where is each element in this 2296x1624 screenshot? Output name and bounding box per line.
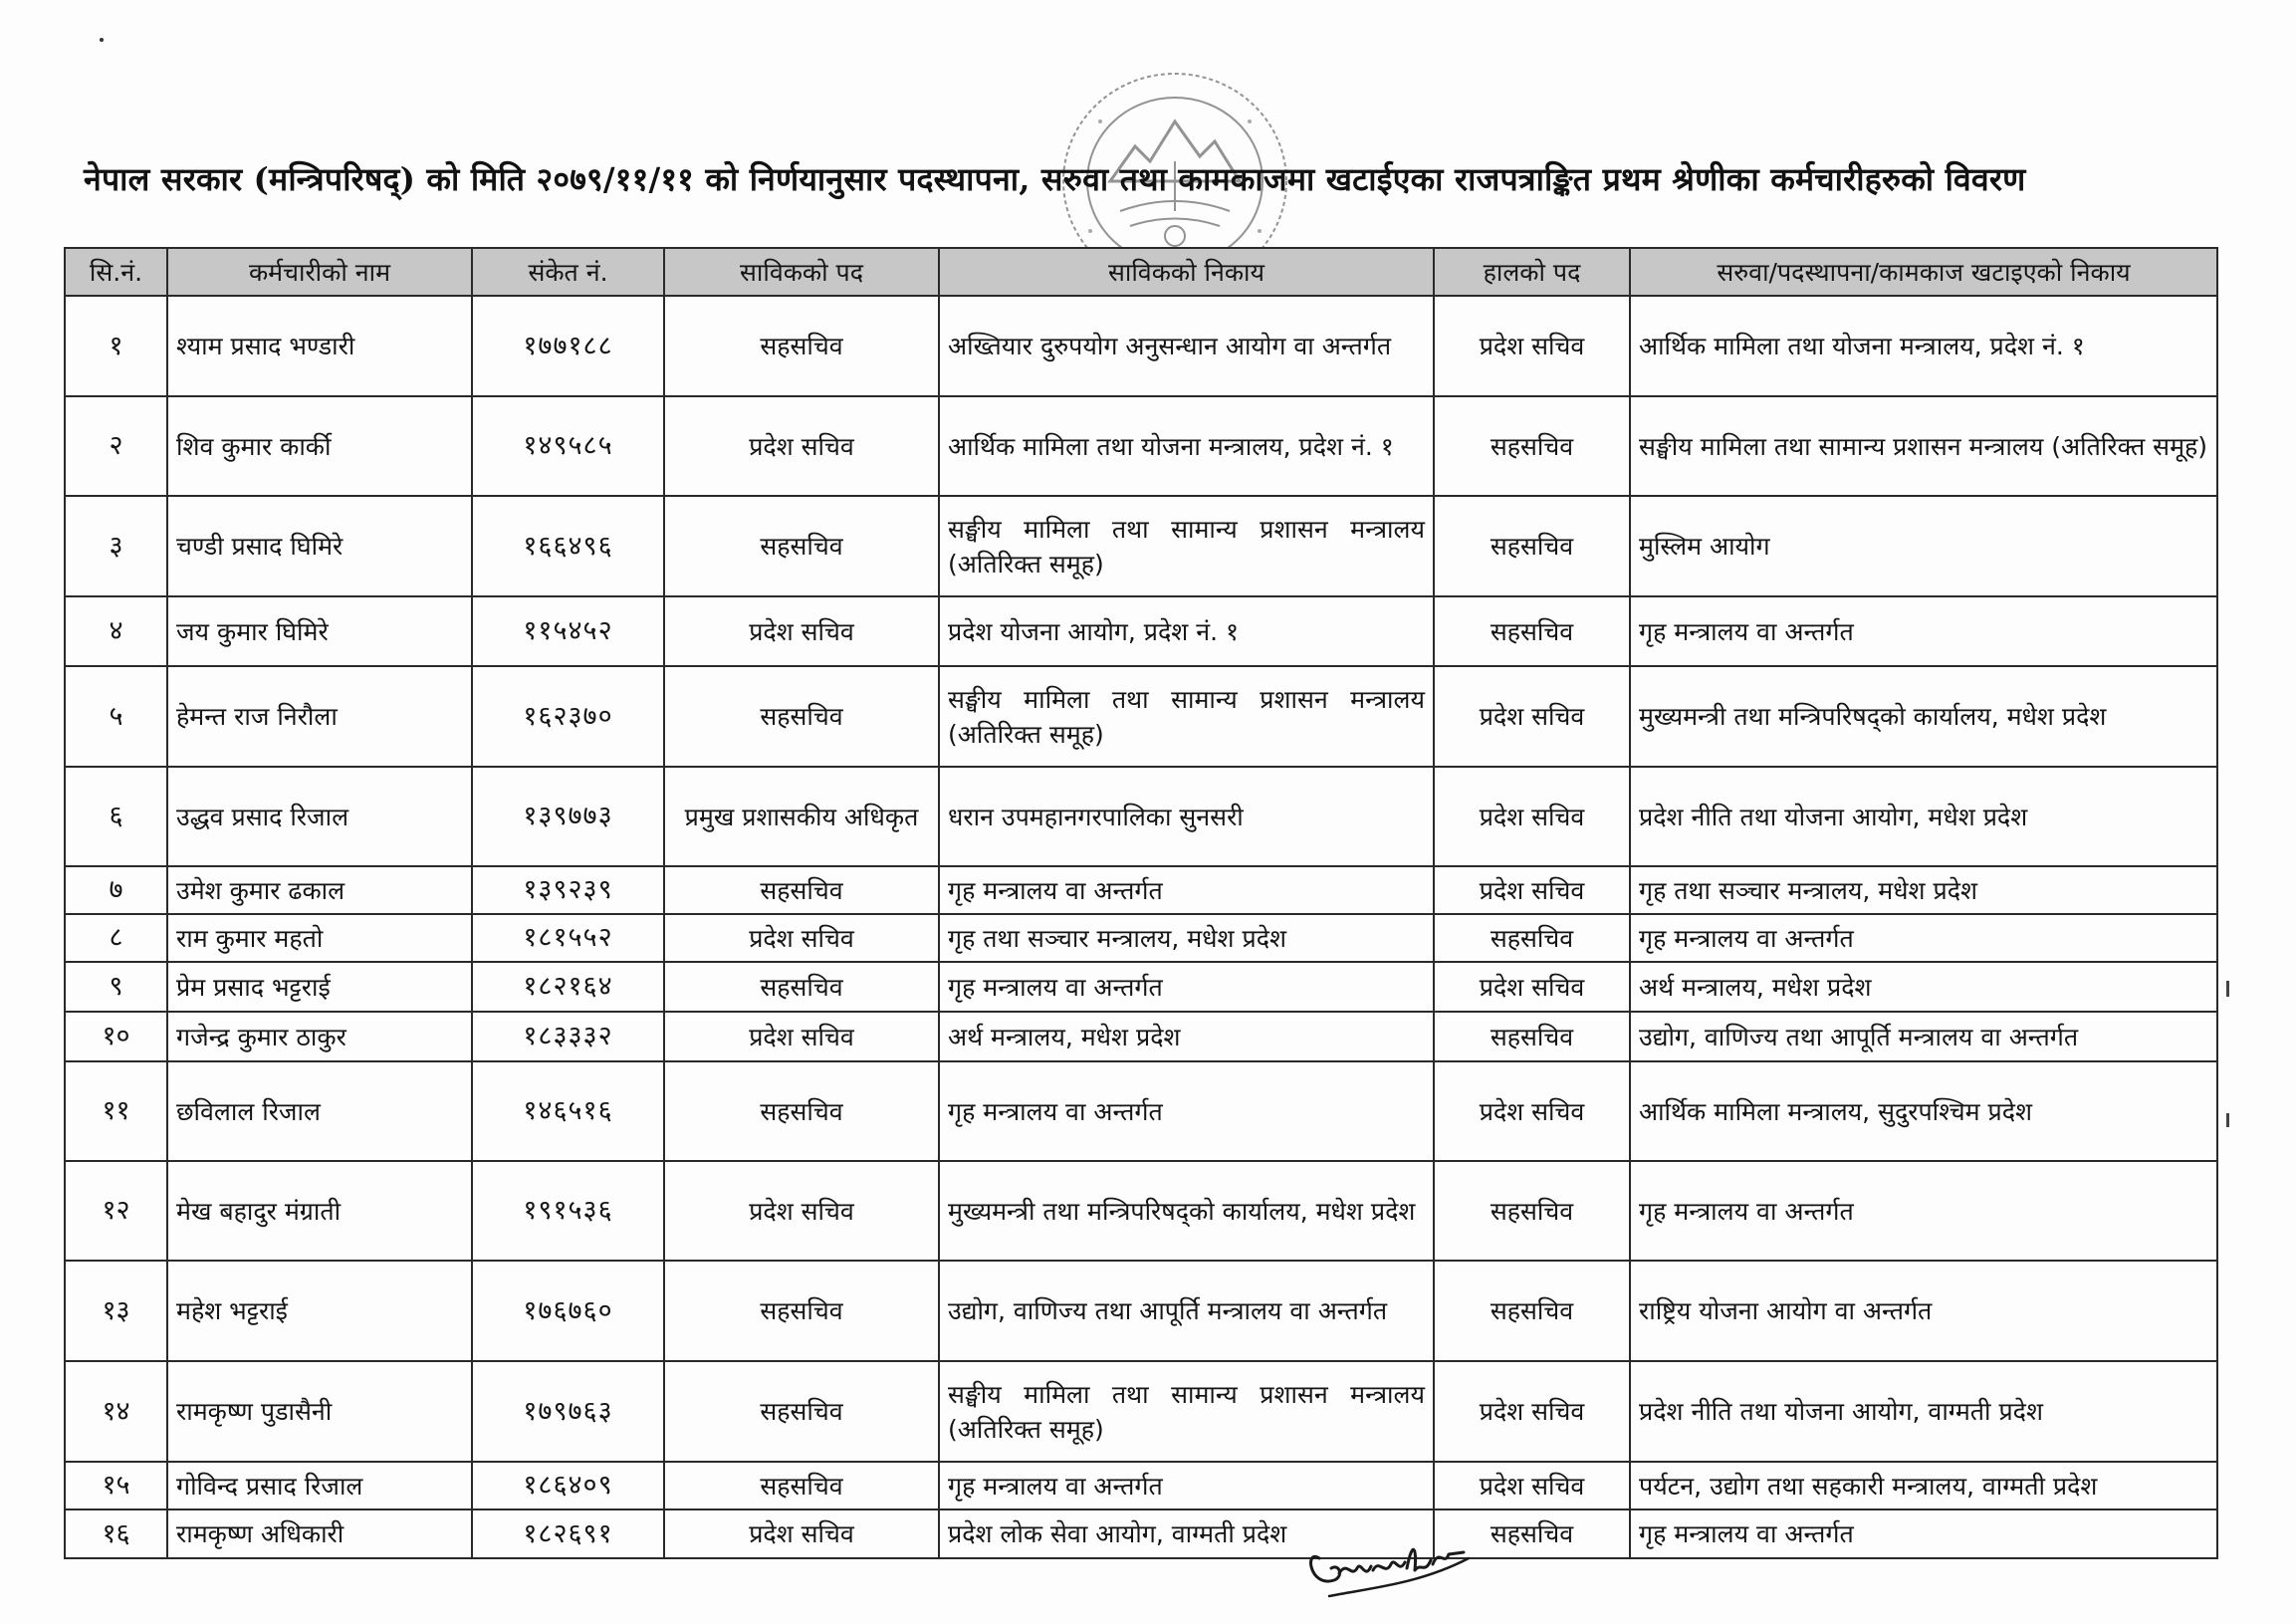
cell-current-post: सहसचिव — [1434, 1261, 1630, 1361]
cell-code: १८६४०९ — [472, 1462, 664, 1509]
cell-old-office: गृह मन्त्रालय वा अन्तर्गत — [939, 962, 1434, 1012]
cell-current-post: सहसचिव — [1434, 1012, 1630, 1061]
cell-current-post: प्रदेश सचिव — [1434, 767, 1630, 866]
cell-name: उमेश कुमार ढकाल — [167, 866, 472, 914]
cell-old-office: सङ्घीय मामिला तथा सामान्य प्रशासन मन्त्रालय (अतिरिक्त समूह) — [939, 496, 1434, 596]
cell-old-post: सहसचिव — [664, 666, 939, 767]
cell-name: श्याम प्रसाद भण्डारी — [167, 296, 472, 396]
cell-current-post: प्रदेश सचिव — [1434, 962, 1630, 1012]
cell-old-office: गृह तथा सञ्चार मन्त्रालय, मधेश प्रदेश — [939, 914, 1434, 962]
table-row — [65, 596, 2217, 666]
cell-sn: ५ — [65, 666, 167, 767]
cell-old-post: सहसचिव — [664, 866, 939, 914]
cell-sn: १२ — [65, 1161, 167, 1261]
cell-sn: ७ — [65, 866, 167, 914]
handwritten-signature — [1299, 1518, 1479, 1603]
table-header-row — [65, 248, 2217, 296]
cell-old-office: सङ्घीय मामिला तथा सामान्य प्रशासन मन्त्रालय (अतिरिक्त समूह) — [939, 666, 1434, 767]
cell-old-office: अख्तियार दुरुपयोग अनुसन्धान आयोग वा अन्तर्गत — [939, 296, 1434, 396]
cell-code: १८२१६४ — [472, 962, 664, 1012]
cell-old-office: प्रदेश योजना आयोग, प्रदेश नं. १ — [939, 596, 1434, 666]
table-row — [65, 396, 2217, 496]
cell-old-office: आर्थिक मामिला तथा योजना मन्त्रालय, प्रदेश नं. १ — [939, 396, 1434, 496]
cell-code: १६६४९६ — [472, 496, 664, 596]
cell-old-post: सहसचिव — [664, 496, 939, 596]
cell-old-post: प्रदेश सचिव — [664, 1012, 939, 1061]
cell-name: राम कुमार महतो — [167, 914, 472, 962]
cell-sn: १ — [65, 296, 167, 396]
cell-code: १९१५३६ — [472, 1161, 664, 1261]
cell-old-office: गृह मन्त्रालय वा अन्तर्गत — [939, 866, 1434, 914]
cell-name: छविलाल रिजाल — [167, 1061, 472, 1161]
header-code: संकेत नं. — [472, 248, 664, 296]
table-row — [65, 866, 2217, 914]
table-row — [65, 767, 2217, 866]
table-row — [65, 1161, 2217, 1261]
cell-name: जय कुमार घिमिरे — [167, 596, 472, 666]
cell-name: चण्डी प्रसाद घिमिरे — [167, 496, 472, 596]
cell-new-office: प्रदेश नीति तथा योजना आयोग, वाग्मती प्रदेश — [1630, 1361, 2217, 1462]
cell-name: मेख बहादुर मंग्राती — [167, 1161, 472, 1261]
cell-name: महेश भट्टराई — [167, 1261, 472, 1361]
table-row — [65, 1012, 2217, 1061]
cell-new-office: पर्यटन, उद्योग तथा सहकारी मन्त्रालय, वाग्मती प्रदेश — [1630, 1462, 2217, 1509]
cell-code: ११५४५२ — [472, 596, 664, 666]
table-row — [65, 296, 2217, 396]
cell-sn: ६ — [65, 767, 167, 866]
cell-sn: ११ — [65, 1061, 167, 1161]
cell-new-office: आर्थिक मामिला तथा योजना मन्त्रालय, प्रदेश नं. १ — [1630, 296, 2217, 396]
cell-code: १८३३३२ — [472, 1012, 664, 1061]
cell-new-office: उद्योग, वाणिज्य तथा आपूर्ति मन्त्रालय वा अन्तर्गत — [1630, 1012, 2217, 1061]
cell-current-post: प्रदेश सचिव — [1434, 666, 1630, 767]
cell-code: १३९७७३ — [472, 767, 664, 866]
cell-current-post: प्रदेश सचिव — [1434, 1061, 1630, 1161]
cell-sn: ४ — [65, 596, 167, 666]
cell-code: १७९७६३ — [472, 1361, 664, 1462]
cell-sn: १३ — [65, 1261, 167, 1361]
cell-sn: २ — [65, 396, 167, 496]
cell-new-office: गृह मन्त्रालय वा अन्तर्गत — [1630, 914, 2217, 962]
cell-code: १३९२३९ — [472, 866, 664, 914]
cell-old-post: प्रदेश सचिव — [664, 1509, 939, 1558]
cell-sn: ९ — [65, 962, 167, 1012]
cell-old-office: उद्योग, वाणिज्य तथा आपूर्ति मन्त्रालय वा अन्तर्गत — [939, 1261, 1434, 1361]
cell-old-office: प्रदेश लोक सेवा आयोग, वाग्मती प्रदेश — [939, 1509, 1434, 1558]
cell-code: १७७१८८ — [472, 296, 664, 396]
cell-name: शिव कुमार कार्की — [167, 396, 472, 496]
cell-name: रामकृष्ण पुडासैनी — [167, 1361, 472, 1462]
header-old-office: साविकको निकाय — [939, 248, 1434, 296]
table-row — [65, 1509, 2217, 1558]
cell-new-office: राष्ट्रिय योजना आयोग वा अन्तर्गत — [1630, 1261, 2217, 1361]
scan-edge-mark — [2226, 981, 2229, 997]
cell-new-office: मुख्यमन्त्री तथा मन्त्रिपरिषद्को कार्यालय, मधेश प्रदेश — [1630, 666, 2217, 767]
cell-code: १७६७६० — [472, 1261, 664, 1361]
cell-code: १४९५८५ — [472, 396, 664, 496]
cell-old-post: प्रदेश सचिव — [664, 1161, 939, 1261]
cell-current-post: सहसचिव — [1434, 1509, 1630, 1558]
cell-sn: १० — [65, 1012, 167, 1061]
cell-current-post: प्रदेश सचिव — [1434, 1361, 1630, 1462]
cell-current-post: प्रदेश सचिव — [1434, 1462, 1630, 1509]
cell-old-post: सहसचिव — [664, 296, 939, 396]
scan-speck — [100, 38, 104, 42]
cell-current-post: सहसचिव — [1434, 1161, 1630, 1261]
cell-new-office: गृह मन्त्रालय वा अन्तर्गत — [1630, 1509, 2217, 1558]
cell-current-post: सहसचिव — [1434, 496, 1630, 596]
table-row — [65, 1061, 2217, 1161]
cell-name: गोविन्द प्रसाद रिजाल — [167, 1462, 472, 1509]
cell-code: १४६५१६ — [472, 1061, 664, 1161]
header-current-post: हालको पद — [1434, 248, 1630, 296]
cell-old-post: सहसचिव — [664, 1361, 939, 1462]
cell-new-office: मुस्लिम आयोग — [1630, 496, 2217, 596]
cell-sn: १४ — [65, 1361, 167, 1462]
cell-old-office: धरान उपमहानगरपालिका सुनसरी — [939, 767, 1434, 866]
table-row — [65, 1361, 2217, 1462]
cell-current-post: प्रदेश सचिव — [1434, 866, 1630, 914]
table-row — [65, 666, 2217, 767]
cell-sn: ८ — [65, 914, 167, 962]
cell-name: गजेन्द्र कुमार ठाकुर — [167, 1012, 472, 1061]
table-row — [65, 914, 2217, 962]
cell-old-office: मुख्यमन्त्री तथा मन्त्रिपरिषद्को कार्यालय, मधेश प्रदेश — [939, 1161, 1434, 1261]
cell-old-post: प्रमुख प्रशासकीय अधिकृत — [664, 767, 939, 866]
cell-old-post: सहसचिव — [664, 1462, 939, 1509]
table-row — [65, 1462, 2217, 1509]
cell-new-office: प्रदेश नीति तथा योजना आयोग, मधेश प्रदेश — [1630, 767, 2217, 866]
cell-old-office: सङ्घीय मामिला तथा सामान्य प्रशासन मन्त्रालय (अतिरिक्त समूह) — [939, 1361, 1434, 1462]
header-old-post: साविकको पद — [664, 248, 939, 296]
cell-new-office: अर्थ मन्त्रालय, मधेश प्रदेश — [1630, 962, 2217, 1012]
header-sn: सि.नं. — [65, 248, 167, 296]
scan-edge-mark — [2226, 1113, 2229, 1127]
cell-name: उद्धव प्रसाद रिजाल — [167, 767, 472, 866]
table-row — [65, 962, 2217, 1012]
cell-name: प्रेम प्रसाद भट्टराई — [167, 962, 472, 1012]
cell-old-post: प्रदेश सचिव — [664, 596, 939, 666]
cell-old-post: प्रदेश सचिव — [664, 396, 939, 496]
cell-current-post: सहसचिव — [1434, 596, 1630, 666]
cell-code: १८२६९१ — [472, 1509, 664, 1558]
table-row — [65, 1261, 2217, 1361]
cell-current-post: प्रदेश सचिव — [1434, 296, 1630, 396]
cell-new-office: गृह तथा सञ्चार मन्त्रालय, मधेश प्रदेश — [1630, 866, 2217, 914]
cell-old-post: सहसचिव — [664, 1061, 939, 1161]
cell-new-office: गृह मन्त्रालय वा अन्तर्गत — [1630, 1161, 2217, 1261]
document-heading: नेपाल सरकार (मन्त्रिपरिषद्) को मिति २०७९/११/११ को निर्णयानुसार पदस्थापना, सरुवा तथा कामकाजमा खटाईएका राजपत्राङ्कित प्रथम श्रेणीका कर्मचारीहरुको विवरण — [84, 160, 2026, 198]
table-row — [65, 496, 2217, 596]
cell-sn: ३ — [65, 496, 167, 596]
cell-current-post: सहसचिव — [1434, 396, 1630, 496]
cell-code: १८१५५२ — [472, 914, 664, 962]
cell-current-post: सहसचिव — [1434, 914, 1630, 962]
cell-old-post: सहसचिव — [664, 962, 939, 1012]
header-name: कर्मचारीको नाम — [167, 248, 472, 296]
cell-new-office: गृह मन्त्रालय वा अन्तर्गत — [1630, 596, 2217, 666]
cell-old-office: गृह मन्त्रालय वा अन्तर्गत — [939, 1462, 1434, 1509]
cell-old-office: अर्थ मन्त्रालय, मधेश प्रदेश — [939, 1012, 1434, 1061]
cell-old-office: गृह मन्त्रालय वा अन्तर्गत — [939, 1061, 1434, 1161]
cell-new-office: आर्थिक मामिला मन्त्रालय, सुदुरपश्चिम प्रदेश — [1630, 1061, 2217, 1161]
cell-name: हेमन्त राज निरौला — [167, 666, 472, 767]
cell-new-office: सङ्घीय मामिला तथा सामान्य प्रशासन मन्त्रालय (अतिरिक्त समूह) — [1630, 396, 2217, 496]
cell-sn: १६ — [65, 1509, 167, 1558]
cell-name: रामकृष्ण अधिकारी — [167, 1509, 472, 1558]
cell-code: १६२३७० — [472, 666, 664, 767]
cell-old-post: प्रदेश सचिव — [664, 914, 939, 962]
cell-old-post: सहसचिव — [664, 1261, 939, 1361]
header-new-office: सरुवा/पदस्थापना/कामकाज खटाइएको निकाय — [1630, 248, 2217, 296]
transfers-table — [64, 247, 2218, 1559]
cell-sn: १५ — [65, 1462, 167, 1509]
